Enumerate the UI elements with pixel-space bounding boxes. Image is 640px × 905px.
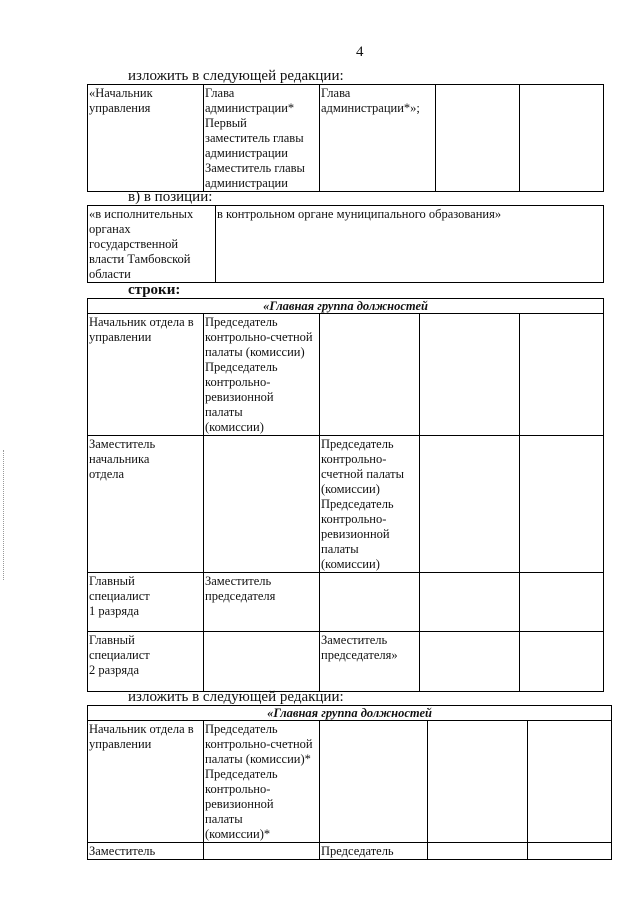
intro-text-4: изложить в следующей редакции: bbox=[128, 689, 344, 705]
table-cell: Председатель контрольно-счетной палаты (комиссии) Председатель контрольно- ревизионной палаты (комиссии) bbox=[204, 314, 320, 436]
table-cell bbox=[528, 843, 612, 860]
table-cell bbox=[420, 436, 520, 573]
table-cell bbox=[420, 573, 520, 632]
table-cell: «в исполнительных органах государственной власти Тамбовской области bbox=[88, 206, 216, 283]
table-1 bbox=[87, 84, 604, 192]
table-cell: Заместитель начальника отдела bbox=[88, 436, 204, 573]
table-row bbox=[88, 314, 604, 436]
table-cell: Председатель контрольно-счетной палаты (комиссии)* Председатель контрольно- ревизионной палаты (комиссии)* bbox=[204, 721, 320, 843]
table-cell: Начальник отдела в управлении bbox=[88, 314, 204, 436]
table-cell: Заместитель bbox=[88, 843, 204, 860]
table-header-row bbox=[88, 299, 604, 314]
table-cell: Главный специалист 1 разряда bbox=[88, 573, 204, 632]
page-number: 4 bbox=[356, 44, 364, 60]
table-cell: Председатель контрольно- счетной палаты (комиссии) Председатель контрольно- ревизионной палаты (комиссии) bbox=[320, 436, 420, 573]
table-cell bbox=[320, 721, 428, 843]
table-cell: Глава администрации*»; bbox=[320, 85, 436, 192]
intro-text-2: в) в позиции: bbox=[128, 189, 213, 205]
table-cell bbox=[528, 721, 612, 843]
table-cell bbox=[520, 85, 604, 192]
table-row bbox=[88, 843, 612, 860]
table-cell: Главный специалист 2 разряда bbox=[88, 632, 204, 692]
table-row bbox=[88, 85, 604, 192]
table-cell: Председатель bbox=[320, 843, 428, 860]
table-cell bbox=[420, 314, 520, 436]
margin-mark bbox=[3, 450, 8, 580]
table-cell bbox=[520, 573, 604, 632]
table-row bbox=[88, 721, 612, 843]
group-header: «Главная группа должностей bbox=[88, 299, 604, 314]
table-cell: «Начальник управления bbox=[88, 85, 204, 192]
table-cell: Заместитель председателя» bbox=[320, 632, 420, 692]
table-3 bbox=[87, 298, 604, 692]
table-cell bbox=[204, 632, 320, 692]
table-cell bbox=[420, 632, 520, 692]
table-4 bbox=[87, 705, 612, 860]
group-header: «Главная группа должностей bbox=[88, 706, 612, 721]
table-row bbox=[88, 436, 604, 573]
table-row bbox=[88, 206, 604, 283]
table-cell bbox=[428, 721, 528, 843]
table-cell bbox=[428, 843, 528, 860]
table-cell: Начальник отдела в управлении bbox=[88, 721, 204, 843]
table-cell: Заместитель председателя bbox=[204, 573, 320, 632]
table-row bbox=[88, 632, 604, 692]
table-cell bbox=[320, 573, 420, 632]
table-cell bbox=[520, 632, 604, 692]
intro-text-3: строки: bbox=[128, 282, 181, 298]
table-cell bbox=[204, 436, 320, 573]
table-cell bbox=[204, 843, 320, 860]
table-cell: в контрольном органе муниципального образования» bbox=[216, 206, 604, 283]
table-cell bbox=[436, 85, 520, 192]
table-cell bbox=[320, 314, 420, 436]
table-2 bbox=[87, 205, 604, 283]
table-header-row bbox=[88, 706, 612, 721]
table-cell bbox=[520, 314, 604, 436]
intro-text-1: изложить в следующей редакции: bbox=[128, 68, 344, 84]
table-cell bbox=[520, 436, 604, 573]
table-row bbox=[88, 573, 604, 632]
table-cell: Глава администрации* Первый заместитель главы администрации Заместитель главы администрации bbox=[204, 85, 320, 192]
